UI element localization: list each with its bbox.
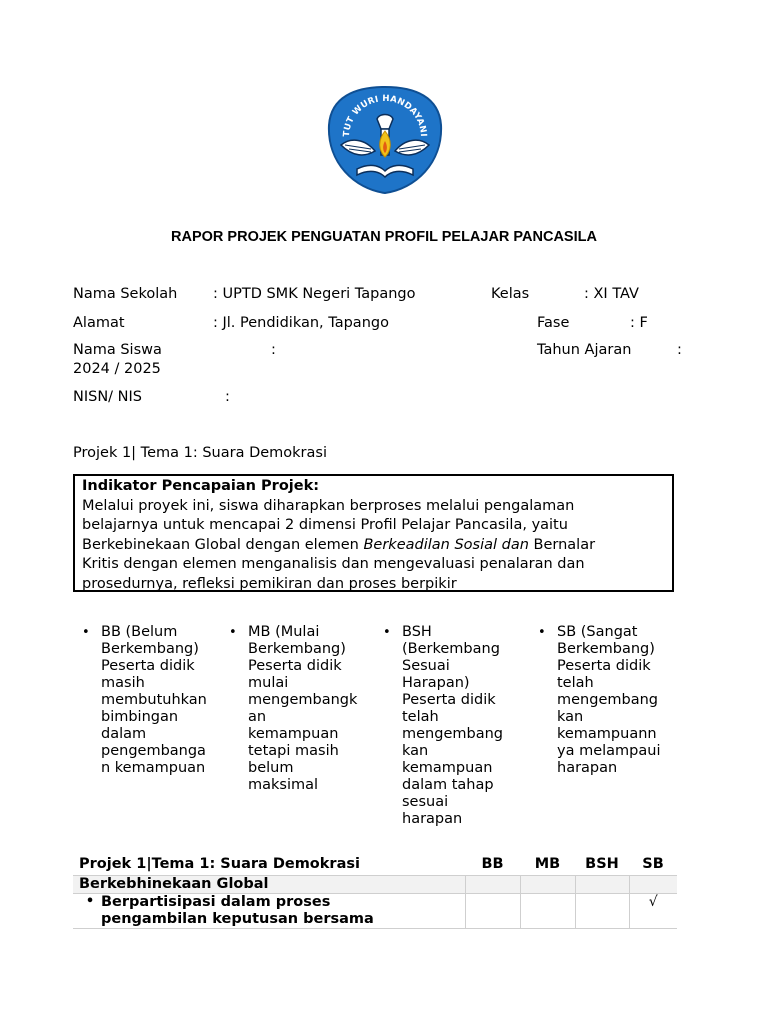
bullet-icon: • <box>82 625 90 640</box>
criteria-mb-text: MB (Mulai Berkembang) Peserta didik mulai mengembangk an kemampuan tetapi masih belum maksimal <box>248 624 358 793</box>
criteria-sb <box>538 624 688 784</box>
indicator-line-1: Melalui proyek ini, siswa diharapkan berproses melalui pengalaman <box>82 497 575 514</box>
indicator-heading: Indikator Pencapaian Projek: <box>82 478 320 494</box>
academic-year-colon: : <box>677 342 682 358</box>
class-value: : XI TAV <box>584 286 639 302</box>
group-cell-bb <box>465 876 520 894</box>
mark-bb <box>465 894 520 929</box>
phase-value: : F <box>630 315 648 331</box>
column-header-bsh: BSH <box>585 856 619 872</box>
criteria-bsh-text: BSH (Berkembang Sesuai Harapan) Peserta didik telah mengembang kan kemampuan dalam tahap sesuai harapan <box>402 624 503 827</box>
assessment-header-title: Projek 1|Tema 1: Suara Demokrasi <box>79 856 360 872</box>
student-name-label: Nama Siswa <box>73 342 162 358</box>
nisn-label: NISN/ NIS <box>73 389 142 405</box>
criteria-sb-text: SB (Sangat Berkembang) Peserta didik telah mengembang kan kemampuann ya melampaui harapan <box>557 624 661 776</box>
indicator-item-text: Berpartisipasi dalam proses pengambilan keputusan bersama <box>101 894 374 927</box>
bullet-icon: • <box>383 625 391 640</box>
indicator-line-2: belajarnya untuk mencapai 2 dimensi Profil Pelajar Pancasila, yaitu <box>82 517 568 534</box>
indicator-line-3c: Bernalar <box>528 536 596 553</box>
criteria-bb <box>82 624 227 784</box>
assessment-header-row <box>73 856 677 876</box>
report-title: RAPOR PROJEK PENGUATAN PROFIL PELAJAR PANCASILA <box>171 229 597 245</box>
table-row <box>73 894 677 929</box>
indicator-line-3 <box>82 536 665 556</box>
academic-year-value: 2024 / 2025 <box>73 361 161 377</box>
assessment-table <box>73 856 677 929</box>
column-header-sb: SB <box>642 856 664 872</box>
tut-wuri-handayani-logo <box>327 85 443 195</box>
phase-label: Fase <box>537 315 570 331</box>
svg-text:TUT WURI HANDAYANI: TUT WURI HANDAYANI <box>341 93 429 138</box>
address-value: : Jl. Pendidikan, Tapango <box>213 315 389 331</box>
dimension-group-label: Berkebhinekaan Global <box>73 876 465 894</box>
group-cell-sb <box>629 876 677 894</box>
indicator-box <box>73 474 674 592</box>
address-label: Alamat <box>73 315 125 331</box>
criteria-bsh <box>383 624 533 834</box>
school-label: Nama Sekolah <box>73 286 178 302</box>
column-header-bb: BB <box>481 856 504 872</box>
student-name-value: : <box>271 342 276 358</box>
logo-emblem <box>327 85 443 195</box>
column-header-mb: MB <box>534 856 561 872</box>
dimension-group-row <box>73 876 677 894</box>
criteria-bb-text: BB (Belum Berkembang) Peserta didik masih membutuhkan bimbingan dalam pengembanga n kemampuan <box>101 624 207 776</box>
indicator-line-5: prosedurnya, refleksi pemikiran dan proses berpikir <box>82 575 457 592</box>
indicator-line-4: Kritis dengan elemen menganalisis dan mengevaluasi penalaran dan <box>82 556 585 573</box>
academic-year-label: Tahun Ajaran <box>537 342 632 358</box>
mark-bsh <box>575 894 629 929</box>
bullet-icon: • <box>85 894 95 909</box>
mark-mb <box>520 894 575 929</box>
indicator-item <box>73 894 465 929</box>
group-cell-bsh <box>575 876 629 894</box>
group-cell-mb <box>520 876 575 894</box>
indicator-line-3a: Berkebinekaan Global dengan elemen <box>82 536 364 553</box>
indicator-line-3-italic: Berkeadilan Sosial dan <box>363 536 529 553</box>
project-theme-line: Projek 1| Tema 1: Suara Demokrasi <box>73 445 327 461</box>
school-value: : UPTD SMK Negeri Tapango <box>213 286 416 302</box>
bullet-icon: • <box>538 625 546 640</box>
nisn-value: : <box>225 389 230 405</box>
mark-sb: √ <box>629 894 677 929</box>
bullet-icon: • <box>229 625 237 640</box>
criteria-mb <box>229 624 379 799</box>
class-label: Kelas <box>491 286 530 302</box>
